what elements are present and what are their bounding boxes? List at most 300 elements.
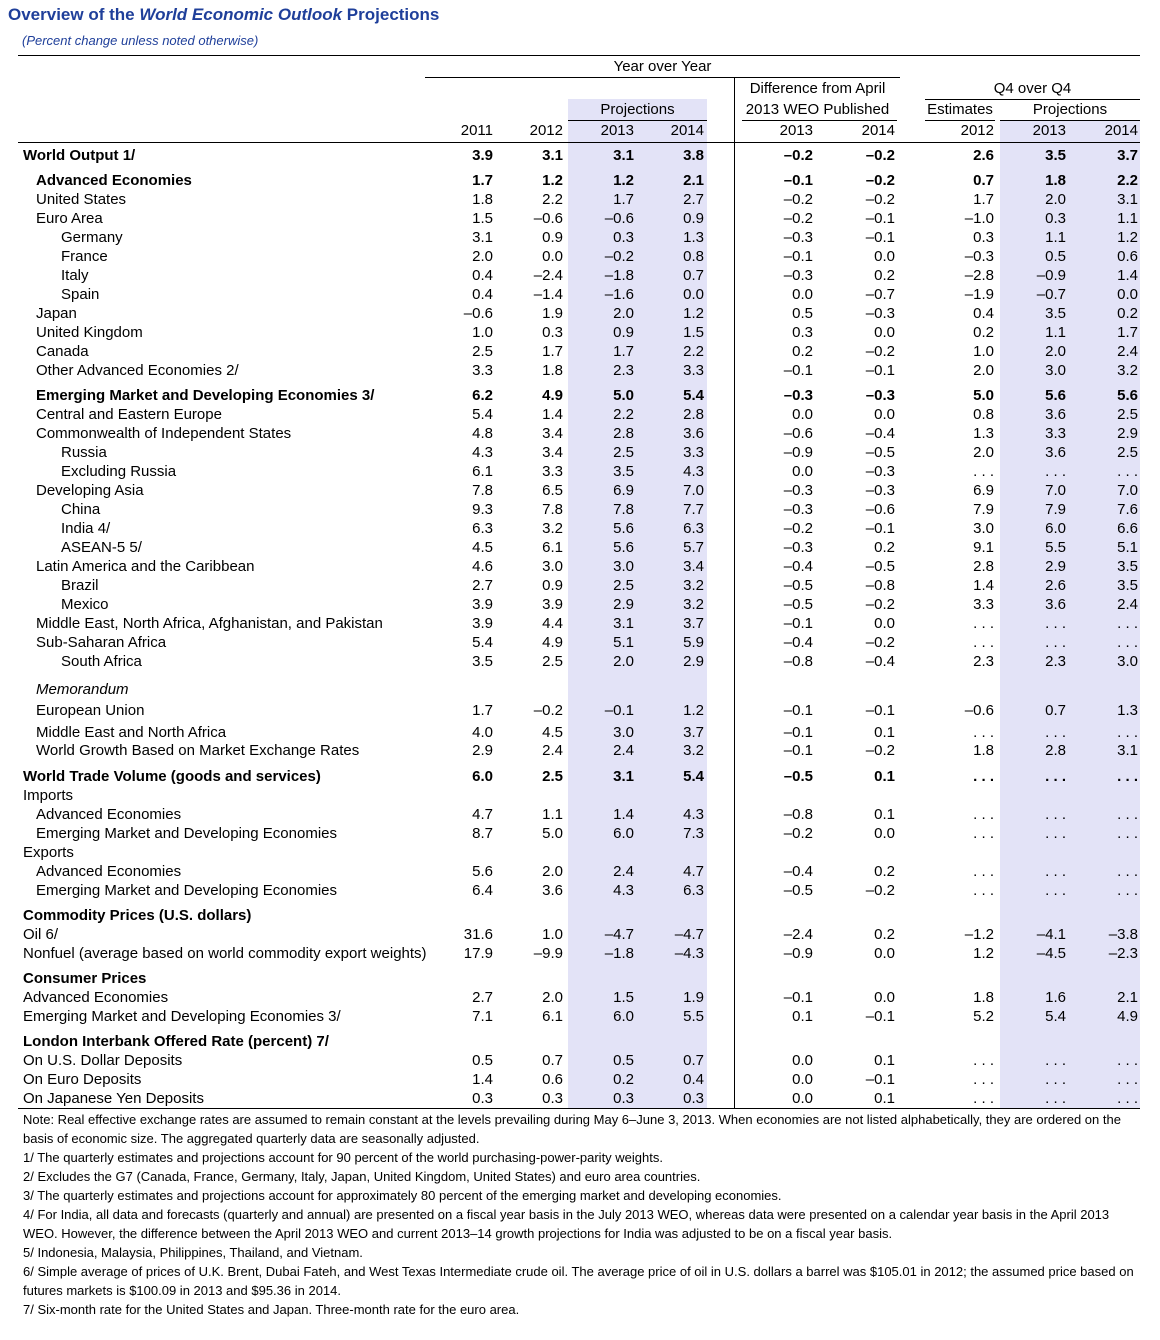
cell-value: 3.4 (542, 425, 563, 442)
table-row (0, 843, 1160, 862)
cell-value: –0.2 (865, 882, 895, 899)
row-label: Canada (36, 343, 89, 360)
cell-value: 4.0 (472, 724, 493, 741)
row-label: Consumer Prices (23, 970, 147, 987)
cell-value: 7.0 (1045, 482, 1066, 499)
cell-value: 2.9 (472, 742, 493, 759)
cell-value: 3.7 (683, 615, 704, 632)
row-label: World Growth Based on Market Exchange Rates (36, 742, 360, 759)
cell-value: 2.2 (683, 343, 704, 360)
difference-header-line2: 2013 WEO Published (745, 101, 890, 118)
difference-header-line1: Difference from April (749, 80, 886, 97)
cell-value: –0.9 (783, 444, 813, 461)
footnote: 1/ The quarterly estimates and projections account for 90 percent of the world purchasing-power-parity weights. (23, 1150, 663, 1165)
cell-value: 1.9 (683, 989, 704, 1006)
cell-value: 2.3 (1045, 653, 1066, 670)
row-label: On Japanese Yen Deposits (23, 1090, 204, 1107)
cell-value: 2.5 (542, 768, 563, 785)
cell-value: 4.9 (542, 634, 563, 651)
cell-value: 7.3 (683, 825, 704, 842)
cell-value: 2.8 (683, 406, 704, 423)
cell-value: 3.0 (1045, 362, 1066, 379)
row-label: Advanced Economies (36, 863, 182, 880)
cell-value: 0.3 (683, 1090, 704, 1107)
cell-value: 1.4 (973, 577, 994, 594)
cell-value: 1.8 (973, 989, 994, 1006)
table-row (0, 1007, 1160, 1026)
cell-value: 1.6 (1045, 989, 1066, 1006)
cell-value: –0.3 (783, 501, 813, 518)
table-row (0, 576, 1160, 595)
cell-value: 2.2 (1117, 172, 1138, 189)
cell-value: 7.6 (1117, 501, 1138, 518)
cell-value: 1.0 (472, 324, 493, 341)
cell-value: –0.1 (783, 702, 813, 719)
row-label: Spain (61, 286, 100, 303)
cell-value: 7.8 (613, 501, 634, 518)
cell-value: 0.3 (973, 229, 994, 246)
table-row (0, 171, 1160, 190)
table-row (0, 862, 1160, 881)
cell-value: 2.7 (472, 989, 493, 1006)
cell-value: 5.2 (973, 1008, 994, 1025)
row-label: Middle East and North Africa (36, 724, 227, 741)
cell-value: 3.5 (1117, 577, 1138, 594)
cell-value: . . . (1045, 882, 1066, 899)
cell-value: 5.1 (1117, 539, 1138, 556)
cell-value: 1.4 (1117, 267, 1138, 284)
cell-value: . . . (1117, 768, 1138, 785)
cell-value: 2.0 (613, 653, 634, 670)
cell-value: . . . (1117, 825, 1138, 842)
table-row (0, 680, 1160, 699)
cell-value: . . . (1117, 615, 1138, 632)
cell-value: 4.3 (613, 882, 634, 899)
cell-value: 3.1 (1117, 191, 1138, 208)
cell-value: –0.7 (865, 286, 895, 303)
cell-value: –2.3 (1108, 945, 1138, 962)
cell-value: –0.1 (783, 989, 813, 1006)
cell-value: 2.7 (472, 577, 493, 594)
cell-value: –0.6 (463, 305, 493, 322)
cell-value: 3.6 (542, 882, 563, 899)
cell-value: 0.7 (1045, 702, 1066, 719)
cell-value: 0.0 (542, 248, 563, 265)
table-row (0, 767, 1160, 786)
cell-value: 4.3 (683, 463, 704, 480)
q4-rule (925, 99, 1140, 100)
row-label: Memorandum (36, 681, 129, 698)
cell-value: 1.7 (472, 702, 493, 719)
cell-value: . . . (973, 825, 994, 842)
table-row (0, 614, 1160, 633)
cell-value: –0.2 (865, 343, 895, 360)
cell-value: 2.8 (973, 558, 994, 575)
cell-value: 1.5 (472, 210, 493, 227)
cell-value: 31.6 (463, 926, 493, 943)
cell-value: 7.9 (1045, 501, 1066, 518)
cell-value: –1.8 (604, 267, 634, 284)
cell-value: 0.5 (792, 305, 813, 322)
cell-value: 0.4 (683, 1071, 704, 1088)
cell-value: 1.7 (613, 343, 634, 360)
cell-value: –0.2 (865, 147, 895, 164)
cell-value: –0.1 (783, 615, 813, 632)
cell-value: 3.0 (613, 558, 634, 575)
year-header-0: 2011 (460, 122, 493, 139)
cell-value: 1.1 (1117, 210, 1138, 227)
table-row (0, 323, 1160, 342)
footnotes (23, 1110, 1143, 1319)
cell-value: –0.2 (783, 520, 813, 537)
cell-value: 0.0 (792, 1071, 813, 1088)
cell-value: 1.0 (973, 343, 994, 360)
cell-value: –0.4 (783, 863, 813, 880)
table-row (0, 342, 1160, 361)
table-row (0, 190, 1160, 209)
cell-value: 0.0 (792, 406, 813, 423)
cell-value: 0.2 (613, 1071, 634, 1088)
cell-value: 6.3 (683, 520, 704, 537)
cell-value: 2.3 (973, 653, 994, 670)
cell-value: 2.4 (542, 742, 563, 759)
cell-value: 1.5 (613, 989, 634, 1006)
year-header-7: 2013 (1032, 122, 1066, 139)
cell-value: 4.6 (472, 558, 493, 575)
cell-value: 2.1 (683, 172, 704, 189)
cell-value: 2.9 (683, 653, 704, 670)
cell-value: –0.1 (865, 1071, 895, 1088)
row-label: On U.S. Dollar Deposits (23, 1052, 183, 1069)
cell-value: 0.0 (792, 1090, 813, 1107)
cell-value: 3.8 (683, 147, 704, 164)
cell-value: 0.7 (542, 1052, 563, 1069)
cell-value: 0.5 (472, 1052, 493, 1069)
cell-value: 0.3 (1045, 210, 1066, 227)
cell-value: 5.4 (683, 387, 704, 404)
cell-value: 2.9 (1117, 425, 1138, 442)
table-row (0, 652, 1160, 671)
cell-value: 1.2 (613, 172, 634, 189)
cell-value: –0.5 (865, 444, 895, 461)
cell-value: 5.0 (973, 387, 994, 404)
cell-value: . . . (973, 882, 994, 899)
cell-value: 0.5 (1045, 248, 1066, 265)
cell-value: . . . (973, 463, 994, 480)
yoy-rule (425, 77, 900, 78)
cell-value: . . . (1045, 806, 1066, 823)
table-title: Overview of the World Economic Outlook Projections (8, 5, 440, 24)
row-label: Mexico (61, 596, 109, 613)
cell-value: . . . (1117, 1090, 1138, 1107)
cell-value: 1.4 (613, 806, 634, 823)
row-label: On Euro Deposits (23, 1071, 142, 1088)
cell-value: 1.8 (542, 362, 563, 379)
cell-value: 3.6 (1045, 406, 1066, 423)
cell-value: . . . (973, 806, 994, 823)
table-row (0, 146, 1160, 165)
cell-value: –0.3 (865, 463, 895, 480)
cell-value: 0.0 (792, 286, 813, 303)
cell-value: 3.1 (613, 615, 634, 632)
cell-value: . . . (1117, 882, 1138, 899)
cell-value: 0.0 (874, 615, 895, 632)
top-rule (18, 55, 1140, 56)
cell-value: 2.2 (542, 191, 563, 208)
row-label: South Africa (61, 653, 142, 670)
cell-value: 1.9 (542, 305, 563, 322)
cell-value: 2.5 (1117, 444, 1138, 461)
cell-value: 2.8 (613, 425, 634, 442)
cell-value: 0.0 (1117, 286, 1138, 303)
cell-value: –0.4 (865, 425, 895, 442)
cell-value: 0.3 (613, 1090, 634, 1107)
row-label: Developing Asia (36, 482, 144, 499)
cell-value: –1.9 (964, 286, 994, 303)
cell-value: 0.2 (874, 267, 895, 284)
cell-value: 0.3 (542, 1090, 563, 1107)
cell-value: –0.2 (783, 191, 813, 208)
cell-value: 0.3 (472, 1090, 493, 1107)
cell-value: –0.6 (783, 425, 813, 442)
cell-value: 0.8 (973, 406, 994, 423)
cell-value: 7.8 (472, 482, 493, 499)
cell-value: –0.1 (783, 172, 813, 189)
table-row (0, 824, 1160, 843)
cell-value: 3.0 (542, 558, 563, 575)
cell-value: –0.8 (783, 653, 813, 670)
cell-value: –0.3 (865, 305, 895, 322)
table-row (0, 925, 1160, 944)
cell-value: 0.2 (874, 863, 895, 880)
cell-value: –0.3 (964, 248, 994, 265)
cell-value: 7.9 (973, 501, 994, 518)
cell-value: 4.5 (472, 539, 493, 556)
cell-value: 4.7 (472, 806, 493, 823)
cell-value: 5.4 (472, 634, 493, 651)
cell-value: 3.7 (1117, 147, 1138, 164)
cell-value: 3.7 (683, 724, 704, 741)
cell-value: 2.5 (613, 577, 634, 594)
cell-value: –2.8 (964, 267, 994, 284)
footnote: 5/ Indonesia, Malaysia, Philippines, Thailand, and Vietnam. (23, 1245, 363, 1260)
cell-value: 0.7 (683, 1052, 704, 1069)
cell-value: 6.4 (472, 882, 493, 899)
cell-value: . . . (1045, 634, 1066, 651)
cell-value: 3.3 (683, 444, 704, 461)
cell-value: . . . (1117, 1052, 1138, 1069)
table-row (0, 633, 1160, 652)
row-label: India 4/ (61, 520, 111, 537)
cell-value: 0.9 (613, 324, 634, 341)
row-label: Central and Eastern Europe (36, 406, 222, 423)
cell-value: 0.0 (874, 989, 895, 1006)
cell-value: –0.1 (865, 1008, 895, 1025)
cell-value: 0.0 (874, 825, 895, 842)
cell-value: 3.5 (1045, 147, 1066, 164)
cell-value: 3.2 (683, 742, 704, 759)
row-label: Emerging Market and Developing Economies 3/ (23, 1008, 341, 1025)
cell-value: 5.5 (1045, 539, 1066, 556)
row-label: World Output 1/ (23, 147, 136, 164)
row-label: Emerging Market and Developing Economies (36, 882, 337, 899)
table-row (0, 969, 1160, 988)
cell-value: 0.4 (472, 267, 493, 284)
cell-value: 4.4 (542, 615, 563, 632)
cell-value: –0.2 (865, 634, 895, 651)
cell-value: –1.2 (964, 926, 994, 943)
cell-value: 3.3 (472, 362, 493, 379)
cell-value: 5.9 (683, 634, 704, 651)
cell-value: –2.4 (533, 267, 563, 284)
cell-value: 0.9 (683, 210, 704, 227)
cell-value: . . . (1045, 768, 1066, 785)
table-row (0, 988, 1160, 1007)
year-header-4: 2013 (779, 122, 813, 139)
table-row (0, 361, 1160, 380)
cell-value: 1.7 (1117, 324, 1138, 341)
cell-value: 3.3 (973, 596, 994, 613)
row-label: Sub-Saharan Africa (36, 634, 167, 651)
cell-value: 6.1 (542, 1008, 563, 1025)
cell-value: 2.5 (472, 343, 493, 360)
row-label: United States (36, 191, 127, 208)
cell-value: 1.7 (542, 343, 563, 360)
year-header-3: 2014 (670, 122, 704, 139)
cell-value: 0.1 (874, 724, 895, 741)
row-label: Advanced Economies (36, 172, 192, 189)
table-row (0, 557, 1160, 576)
cell-value: 3.5 (472, 653, 493, 670)
cell-value: 1.2 (683, 702, 704, 719)
cell-value: 6.0 (1045, 520, 1066, 537)
row-label: ASEAN-5 5/ (61, 539, 142, 556)
cell-value: 0.0 (874, 406, 895, 423)
cell-value: 5.5 (683, 1008, 704, 1025)
cell-value: –0.2 (865, 742, 895, 759)
cell-value: –0.5 (783, 596, 813, 613)
cell-value: –0.1 (865, 702, 895, 719)
cell-value: –0.5 (783, 768, 813, 785)
cell-value: 2.0 (973, 362, 994, 379)
row-label: Middle East, North Africa, Afghanistan, and Pakistan (36, 615, 383, 632)
cell-value: –0.1 (783, 742, 813, 759)
cell-value: 3.1 (472, 229, 493, 246)
table-row (0, 247, 1160, 266)
cell-value: 9.3 (472, 501, 493, 518)
cell-value: –0.2 (783, 210, 813, 227)
cell-value: 4.3 (683, 806, 704, 823)
cell-value: . . . (1045, 863, 1066, 880)
cell-value: 0.1 (874, 768, 895, 785)
cell-value: 2.6 (973, 147, 994, 164)
table-row (0, 723, 1160, 742)
cell-value: –0.5 (865, 558, 895, 575)
cell-value: 6.0 (613, 825, 634, 842)
cell-value: –0.6 (865, 501, 895, 518)
cell-value: 2.5 (613, 444, 634, 461)
cell-value: 0.1 (874, 1090, 895, 1107)
cell-value: 0.3 (792, 324, 813, 341)
cell-value: 2.4 (1117, 596, 1138, 613)
cell-value: 6.2 (472, 387, 493, 404)
row-label: Other Advanced Economies 2/ (36, 362, 239, 379)
cell-value: 1.2 (542, 172, 563, 189)
cell-value: 1.4 (472, 1071, 493, 1088)
table-row (0, 481, 1160, 500)
cell-value: 3.9 (472, 147, 493, 164)
row-label: Commodity Prices (U.S. dollars) (23, 907, 252, 924)
cell-value: 3.1 (613, 147, 634, 164)
cell-value: 4.7 (683, 863, 704, 880)
cell-value: –0.1 (865, 520, 895, 537)
q4-projections-header: Projections (1032, 101, 1108, 118)
cell-value: 3.4 (542, 444, 563, 461)
cell-value: 1.8 (1045, 172, 1066, 189)
row-label: Excluding Russia (61, 463, 177, 480)
cell-value: –0.8 (865, 577, 895, 594)
table-row (0, 1089, 1160, 1108)
cell-value: 5.7 (683, 539, 704, 556)
cell-value: –0.9 (783, 945, 813, 962)
cell-value: . . . (1045, 463, 1066, 480)
table-row (0, 944, 1160, 963)
header-bottom-rule (18, 142, 1140, 143)
cell-value: 6.0 (613, 1008, 634, 1025)
cell-value: 2.5 (1117, 406, 1138, 423)
cell-value: . . . (973, 863, 994, 880)
cell-value: –0.2 (533, 702, 563, 719)
cell-value: –2.4 (783, 926, 813, 943)
cell-value: 1.7 (973, 191, 994, 208)
row-label: Russia (61, 444, 107, 461)
cell-value: 3.9 (472, 596, 493, 613)
table-row (0, 741, 1160, 760)
footnote: 3/ The quarterly estimates and projections account for approximately 80 percent of the emerging market and developing economies. (23, 1188, 782, 1203)
cell-value: 1.1 (542, 806, 563, 823)
row-label: Japan (36, 305, 77, 322)
table-row (0, 1032, 1160, 1051)
cell-value: 3.5 (1117, 558, 1138, 575)
table-row (0, 906, 1160, 925)
cell-value: –0.6 (604, 210, 634, 227)
cell-value: 5.6 (613, 539, 634, 556)
cell-value: 2.2 (613, 406, 634, 423)
footnote: Note: Real effective exchange rates are assumed to remain constant at the levels prevailing during May 6–June 3, 2013. When economies are not listed alphabetically, they are ordered on the basis of economic size. The aggregated quarterly data are seasonally adjusted. (23, 1112, 1121, 1146)
cell-value: 5.1 (613, 634, 634, 651)
difference-rule (742, 120, 897, 121)
cell-value: 1.1 (1045, 229, 1066, 246)
cell-value: 3.5 (1045, 305, 1066, 322)
cell-value: 2.7 (683, 191, 704, 208)
cell-value: 2.4 (1117, 343, 1138, 360)
row-label: Emerging Market and Developing Economies 3/ (36, 387, 375, 404)
cell-value: 1.3 (973, 425, 994, 442)
projections-rule (568, 120, 707, 121)
cell-value: –0.2 (865, 191, 895, 208)
cell-value: –0.8 (783, 806, 813, 823)
estimates-rule (925, 120, 995, 121)
cell-value: . . . (1117, 806, 1138, 823)
cell-value: –9.9 (533, 945, 563, 962)
cell-value: . . . (1045, 1052, 1066, 1069)
row-label: Brazil (61, 577, 99, 594)
cell-value: 3.4 (683, 558, 704, 575)
cell-value: . . . (1117, 634, 1138, 651)
cell-value: –0.3 (783, 482, 813, 499)
cell-value: 0.7 (973, 172, 994, 189)
cell-value: –4.7 (674, 926, 704, 943)
